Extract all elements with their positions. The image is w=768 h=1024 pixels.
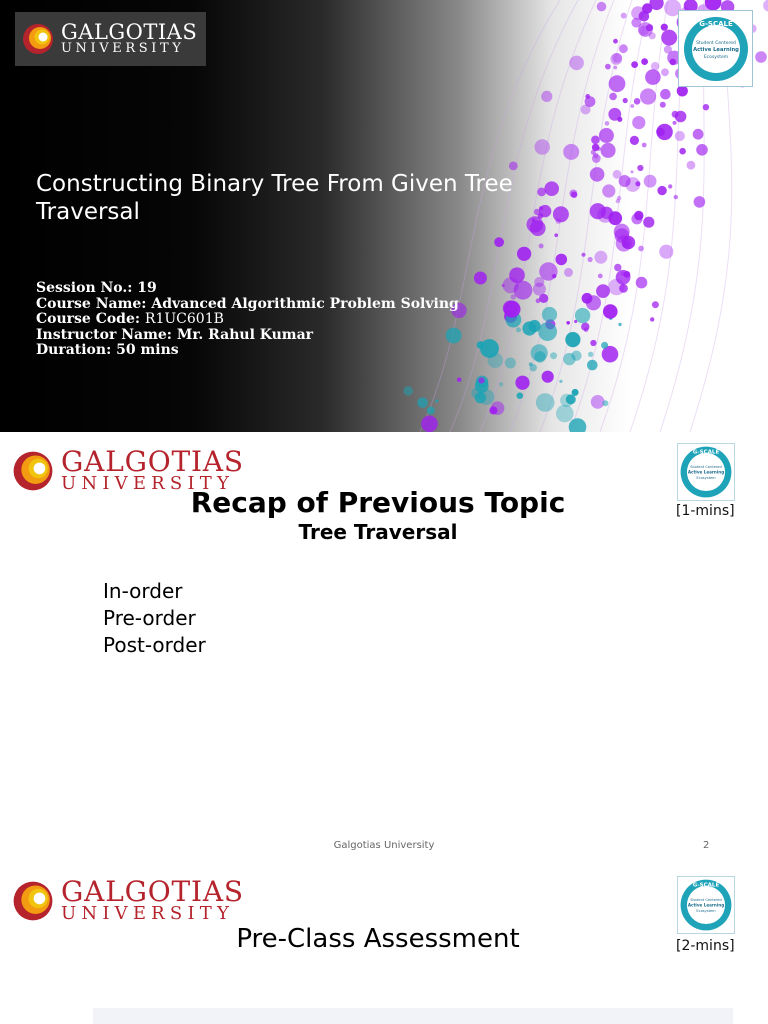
galgotias-swirl-icon (11, 879, 55, 923)
university-logo (15, 12, 206, 66)
traversal-list (103, 578, 206, 659)
svg-text:Ecosystem: Ecosystem (696, 476, 716, 481)
svg-text:Active Learning: Active Learning (687, 469, 725, 475)
page-number: 2 (703, 840, 710, 851)
svg-text:Student Centered: Student Centered (690, 465, 722, 470)
g-scale-badge (678, 10, 753, 87)
session-number: Session No.: 19 (36, 280, 157, 296)
galgotias-swirl-icon (21, 22, 55, 56)
slide-subtitle: Tree Traversal (298, 520, 458, 544)
svg-text:Active Learning: Active Learning (692, 46, 739, 53)
instructor-name: Instructor Name: Mr. Rahul Kumar (36, 326, 314, 343)
time-label: [2-mins] (676, 938, 735, 954)
logo-name-line1: GALGOTIAS (61, 20, 198, 44)
svg-text:G-SCALE: G-SCALE (698, 19, 733, 28)
session-details (36, 281, 459, 359)
svg-text:G-SCALE: G-SCALE (692, 449, 720, 456)
recap-slide (0, 432, 768, 864)
logo-name-line2: UNIVERSITY (61, 473, 235, 494)
list-item: Pre-order (103, 606, 196, 630)
list-item: In-order (103, 579, 183, 603)
g-scale-badge-icon (682, 15, 750, 83)
slide-title: Pre-Class Assessment (236, 924, 520, 954)
content-box (93, 1008, 733, 1024)
logo-name-line2: UNIVERSITY (61, 41, 185, 56)
svg-text:Ecosystem: Ecosystem (696, 909, 716, 914)
title-slide (0, 0, 768, 432)
footer-text: Galgotias University (333, 840, 435, 851)
logo-name-line1: GALGOTIAS (61, 445, 244, 478)
presentation-title: Constructing Binary Tree From Given Tree Traversal (36, 171, 513, 225)
university-logo (11, 875, 244, 924)
course-code: Course Code: R1UC601B (36, 311, 224, 328)
list-item: Post-order (103, 633, 206, 657)
svg-text:Student Centered: Student Centered (695, 40, 736, 46)
svg-text:Student Centered: Student Centered (690, 898, 722, 903)
course-name: Course Name: Advanced Algorithmic Problem Solving (36, 295, 459, 312)
svg-text:Active Learning: Active Learning (687, 902, 725, 908)
logo-name-line2: UNIVERSITY (61, 903, 235, 924)
logo-name-line1: GALGOTIAS (61, 875, 244, 908)
assessment-slide (0, 864, 768, 1024)
time-label: [1-mins] (676, 503, 735, 519)
duration: Duration: 50 mins (36, 342, 179, 359)
svg-text:Ecosystem: Ecosystem (703, 54, 728, 60)
slide-title: Recap of Previous Topic (190, 486, 566, 519)
svg-text:G-SCALE: G-SCALE (692, 882, 720, 889)
